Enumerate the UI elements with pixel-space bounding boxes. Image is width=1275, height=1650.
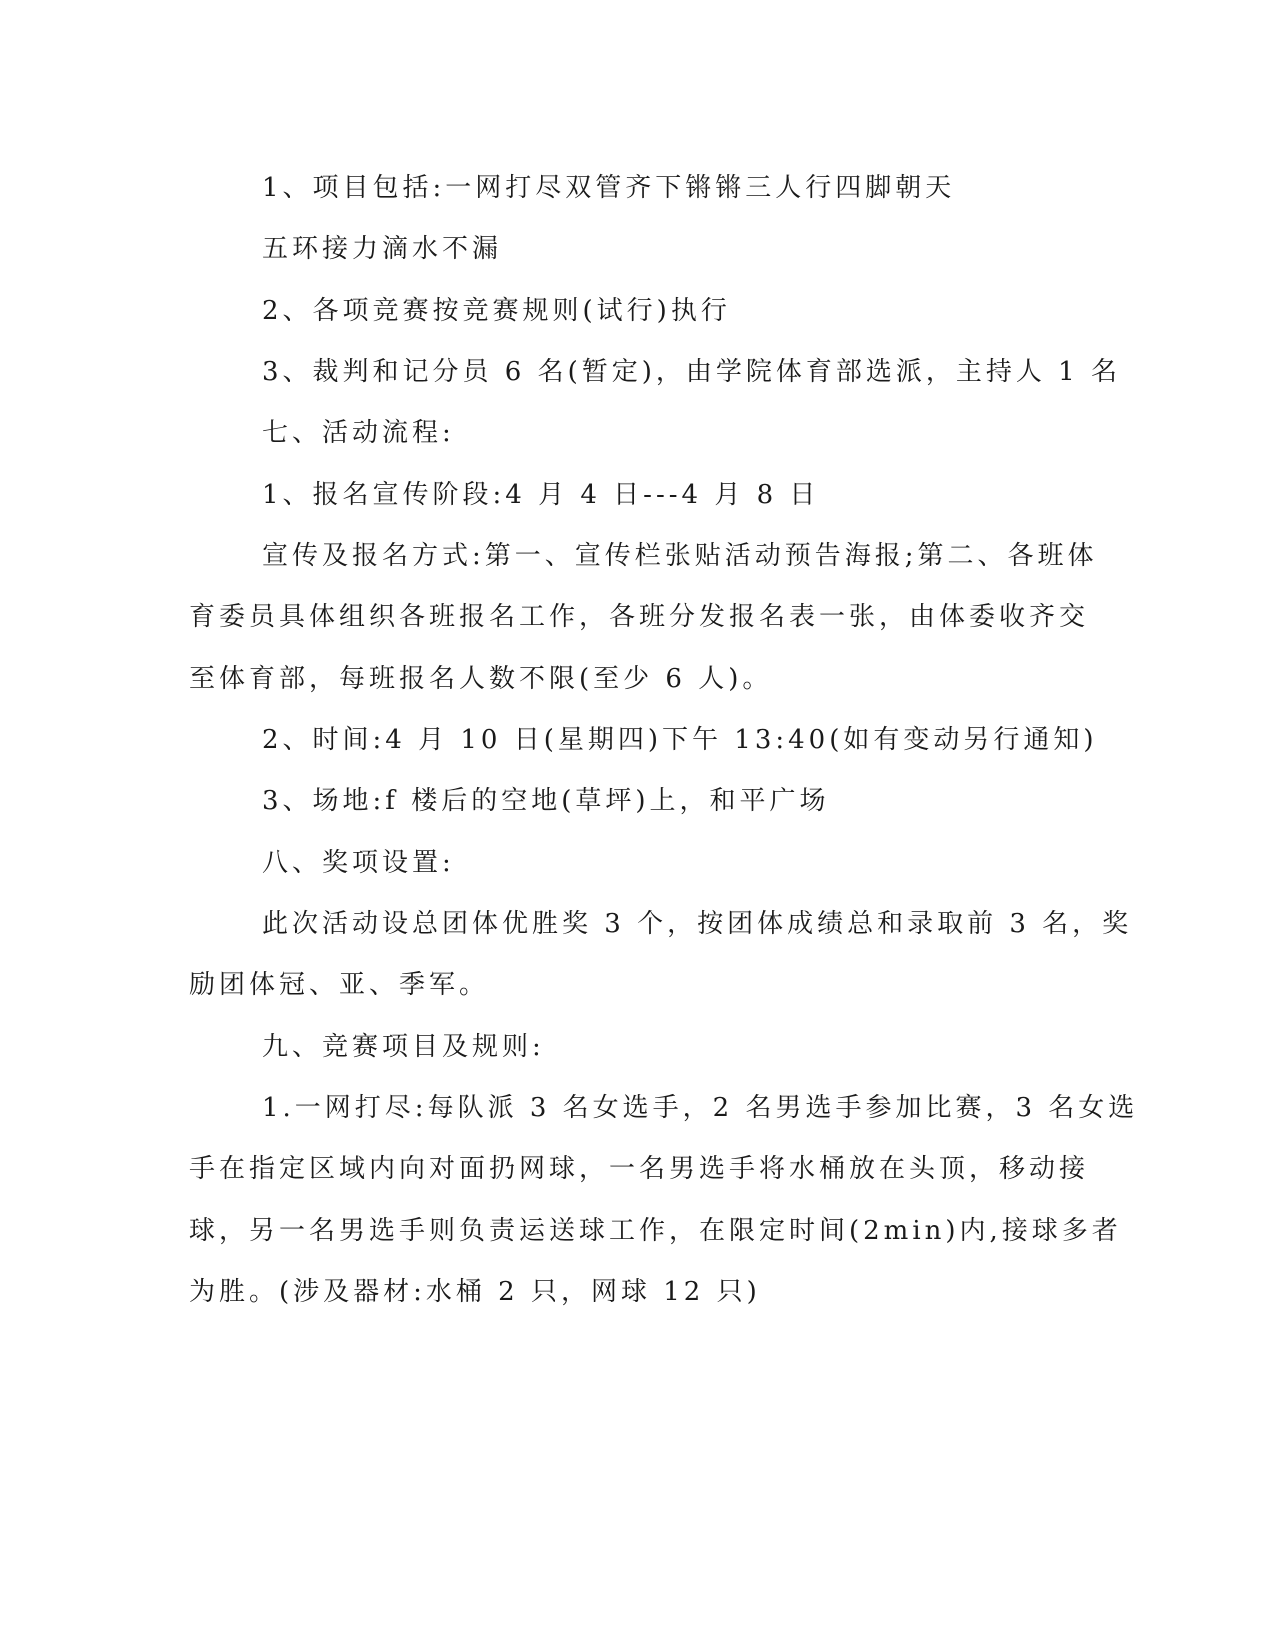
text-line: 球，另一名男选手则负责运送球工作，在限定时间(2min)内,接球多者 (189, 1216, 1122, 1246)
text-line: 3、裁判和记分员 6 名(暂定)，由学院体育部选派，主持人 1 名 (262, 357, 1121, 387)
text-line: 1.一网打尽:每队派 3 名女选手，2 名男选手参加比赛，3 名女选 (262, 1093, 1139, 1123)
text-line: 育委员具体组织各班报名工作，各班分发报名表一张，由体委收齐交 (189, 602, 1090, 632)
section-heading: 九、竞赛项目及规则: (262, 1032, 545, 1062)
text-line: 宣传及报名方式:第一、宣传栏张贴活动预告海报;第二、各班体 (262, 541, 1098, 571)
text-line: 至体育部，每班报名人数不限(至少 6 人)。 (189, 664, 773, 694)
text-line: 2、各项竞赛按竞赛规则(试行)执行 (262, 296, 731, 326)
text-line: 励团体冠、亚、季军。 (189, 970, 490, 1000)
text-line: 1、项目包括:一网打尽双管齐下锵锵三人行四脚朝天 (262, 173, 956, 203)
section-heading: 七、活动流程: (262, 418, 455, 448)
text-line: 1、报名宣传阶段:4 月 4 日---4 月 8 日 (262, 480, 820, 510)
text-line: 3、场地:f 楼后的空地(草坪)上，和平广场 (262, 786, 830, 816)
text-line: 2、时间:4 月 10 日(星期四)下午 13:40(如有变动另行通知) (262, 725, 1098, 755)
text-line: 五环接力滴水不漏 (262, 234, 503, 264)
text-line: 为胜。(涉及器材:水桶 2 只，网球 12 只) (189, 1277, 761, 1307)
text-line: 此次活动设总团体优胜奖 3 个，按团体成绩总和录取前 3 名，奖 (262, 909, 1133, 939)
text-line: 手在指定区域内向对面扔网球，一名男选手将水桶放在头顶，移动接 (189, 1154, 1090, 1184)
section-heading: 八、奖项设置: (262, 848, 455, 878)
